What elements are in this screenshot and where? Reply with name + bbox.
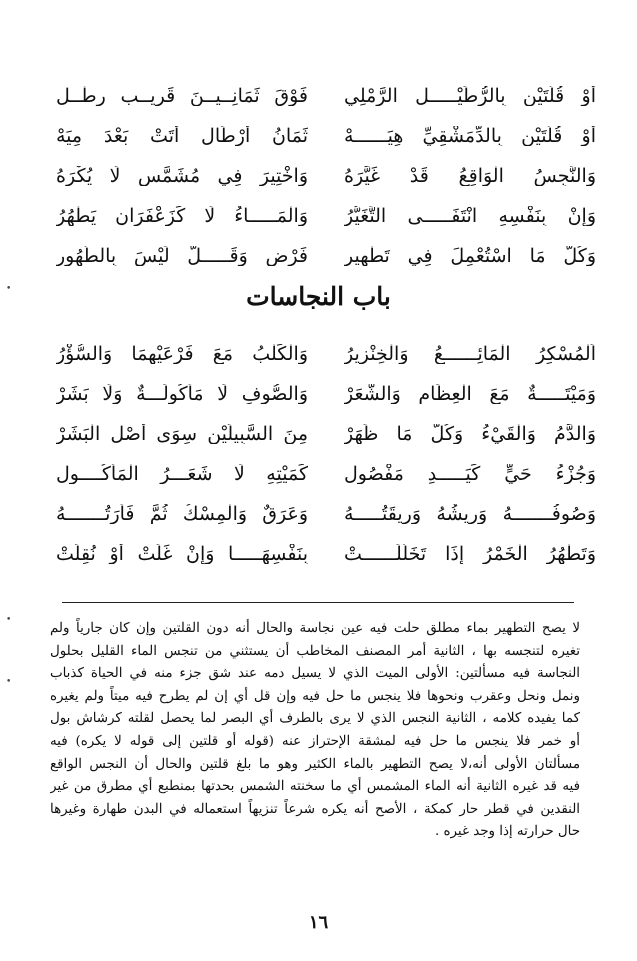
- verse-second-hemistich: كَمَيْتِهِ لَا شَعَـــرُ الْمَأْكُــــولِ: [56, 463, 308, 485]
- verse-first-hemistich: وَجُزْءُ حَيٍّ كَيَـــــدٍ مَفْصُولِ: [344, 463, 596, 485]
- chapter-heading: باب النجاسات: [246, 282, 391, 311]
- verse-line: [56, 76, 596, 116]
- verse-second-hemistich: مِنَ السَّبِيلَيْنِ سِوَى أَصْلِ الْبَشَرْ: [56, 423, 308, 445]
- verse-line: [56, 196, 596, 236]
- footnote-line: حال حرارته إذا وجد غيره .: [434, 824, 580, 840]
- verse-line: [56, 494, 596, 534]
- verse-second-hemistich: فَوْقَ ثَمَانِــيــنَ قَرِيــبِ رِطْــلِ: [56, 85, 308, 107]
- verse-line: [56, 156, 596, 196]
- verse-first-hemistich: اَلْمُسْكِرُ الْمَائِــــــعُ وَالْخِنْزِيرُ: [344, 343, 596, 365]
- verse-second-hemistich: وَعَرَقٌ وَالْمِسْكُ ثُمَّ فَأْرَتُـــــــهُ: [56, 503, 308, 525]
- verse-second-hemistich: فَرْضٍ وَقَـــــلَّ لَيْسَ بِالطَّهُورِ: [56, 245, 308, 267]
- verse-line: [56, 414, 596, 454]
- footnote-line: أو خمر فلا ينجس ما حل فيه لمشقة الإحتراز عنه (قوله أو قلتين إلى قوله لا يكره) فيه: [50, 733, 580, 749]
- verse-first-hemistich: أَوْ قُلَّتَيْنِ بِالرُّطَيْـــــلِ الرَّمْلِي: [344, 85, 596, 107]
- verse-line: [56, 236, 596, 276]
- verse-second-hemistich: ثَمَانُ أَرْطَالٍ أَتَتْ بَعْدَ مِيَهْ: [56, 125, 308, 147]
- commentary-footnotes: [50, 618, 580, 844]
- verse-line: [56, 116, 596, 156]
- verse-first-hemistich: وَكُلُّ مَا اسْتُعْمِلَ فِي تَطْهِيرِ: [344, 245, 596, 267]
- verse-line: [56, 454, 596, 494]
- verse-first-hemistich: وَالدَّمُ وَالْقَيْءُ وَكُلُّ مَا ظَهَرْ: [344, 423, 596, 445]
- verse-first-hemistich: وَالنَّجِسُ الْوَاقِعُ قَدْ غَيَّرَهُ: [344, 165, 596, 187]
- verse-line: [56, 374, 596, 414]
- verse-second-hemistich: بِنَفْسِهَـــــا وَإِنْ غَلَتْ أَوْ نُقِلَتْ: [56, 543, 308, 565]
- verse-second-hemistich: وَالصُّوفِ لَا مَأْكُولَـــةٌ وَلَا بَشَرْ: [56, 383, 308, 405]
- page-number: ١٦: [308, 912, 329, 933]
- verse-first-hemistich: أَوْ قُلَّتَيْنِ بِالدِّمَشْقِيِّ هِيَــــــهْ: [344, 125, 596, 147]
- footnote-line: تغيره لتنجسه بها ، الثانية أمر المصنف المخاطب أن يستثني من تنجس الماء القليل بحلول: [50, 643, 580, 659]
- footnote-divider: [62, 602, 574, 603]
- footnote-line: ونمل ونحل وعقرب ونحوها فلا ينجس ما حل فيه وإن قل أي إن لم يطرح فيه ميتاً ولم يغيره: [50, 688, 580, 704]
- margin-dot-mark: •: [6, 615, 12, 625]
- verse-first-hemistich: وَصُوفُـــــــهُ وَرِيشُهُ وَرِيقَتُـــــهُ: [344, 503, 596, 525]
- margin-dot-mark: •: [6, 677, 12, 687]
- footnote-line: كما يفيده كلامه ، الثانية النجس الذي لا يرى بالطرف أي البصر لما يحصل لقلته كرشاش بول: [50, 711, 580, 727]
- footnote-line: فيه قد غيره الثانية أنه الماء المشمس أي ما سخنته الشمس بحدتها بمنطبع أي مطرق من غير: [50, 779, 580, 795]
- verse-second-hemistich: وَالْمَـــــاءُ لَا كَزَعْفَرَانٍ يَطْهُرُ: [56, 205, 308, 227]
- verse-line: [56, 534, 596, 574]
- verse-second-hemistich: وَالْكَلْبُ مَعَ فَرْعَيْهِمَا وَالسُّؤْرُ: [56, 343, 308, 365]
- verse-first-hemistich: وَتَطْهُرُ الْخَمْرُ إِذَا تَخَلَّلَــــــتْ: [344, 543, 596, 565]
- verse-first-hemistich: وَمَيْتَـــــةٌ مَعَ الْعِظَامِ وَالشَّعَرْ: [344, 383, 596, 405]
- verse-line: [56, 334, 596, 374]
- footnote-line: لا يصح التطهير بماء مطلق حلت فيه عين نجاسة والحال أنه دون القلتين وإن كان جارياً ولم: [50, 621, 580, 636]
- footnote-line: النقدين في قطر حار كمكة ، الأصح أنه يكره شرعاً تنزيهاً استعماله في البدن طهارة وغيرها: [50, 801, 580, 817]
- margin-dot-mark: •: [6, 284, 12, 294]
- verse-first-hemistich: وَإِنْ بِنَفْسِهِ انْتَفَـــــى التَّغَيُّرُ: [344, 205, 596, 227]
- footnote-line: النجاسة فيه مسألتين: الأولى الميت الذي لا يسيل دمه عند شق جزء منه في الحياة كذباب: [50, 666, 580, 682]
- verse-second-hemistich: وَاخْتِيرَ فِي مُشَمَّسٍ لَا يُكْرَهُ: [56, 165, 308, 187]
- footnote-line: مسألتان الأولى أنه،لا يصح التطهير بالماء الكثير وهو ما بلغ قلتين والحال أن النجس الواقع: [50, 756, 580, 772]
